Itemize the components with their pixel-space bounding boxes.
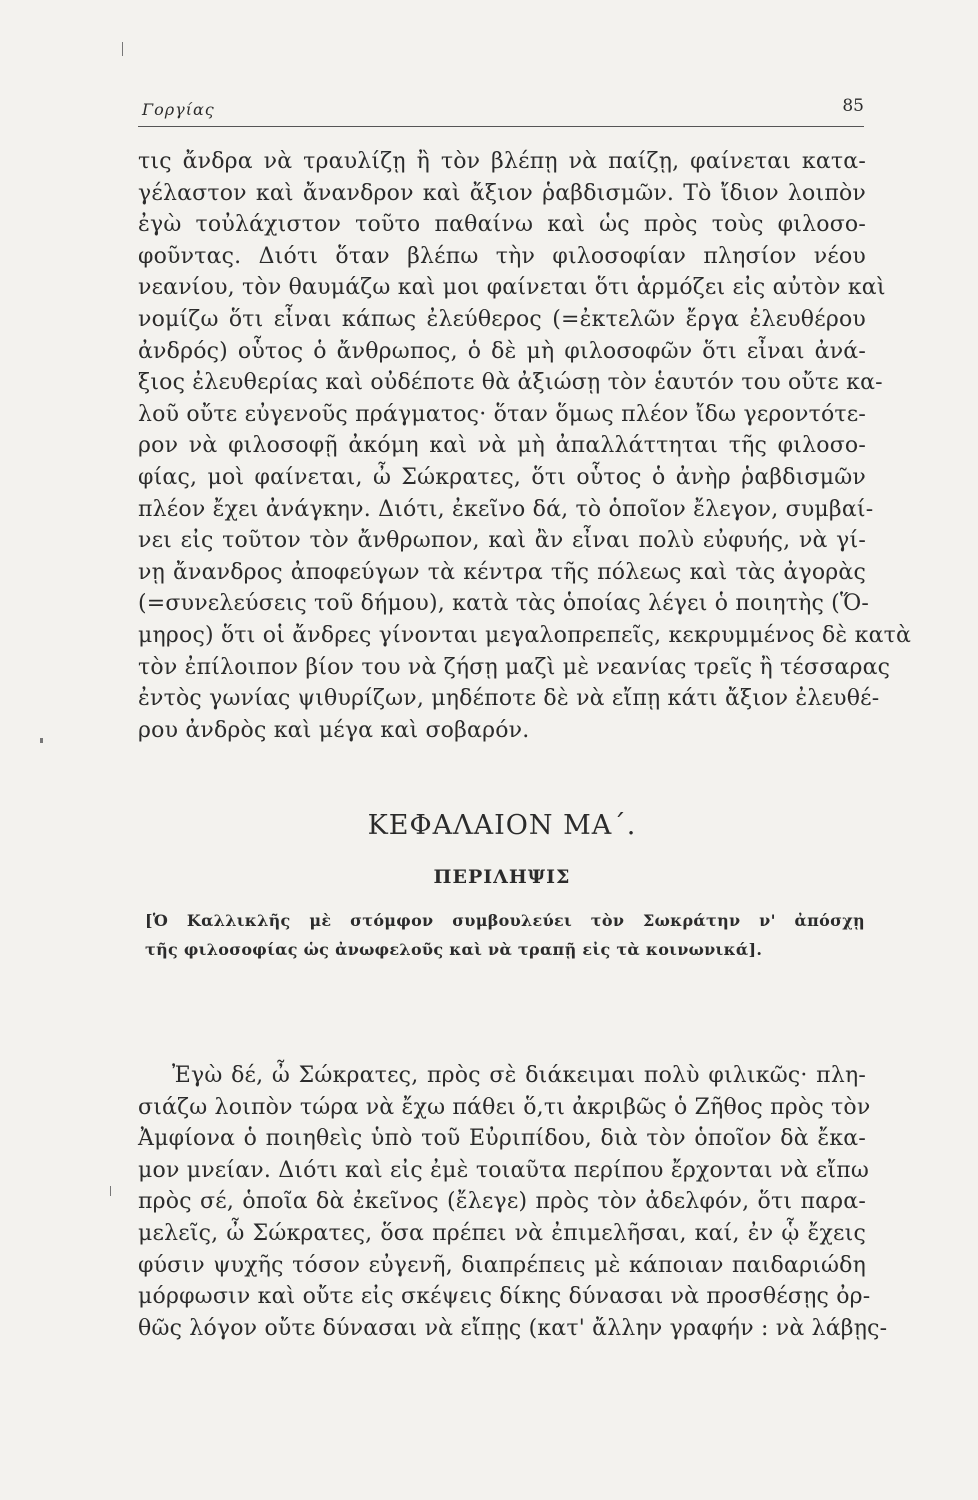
text-line: νεανίου, τὸν θαυμάζω καὶ μοι φαίνεται ὅτι ἁρμόζει εἰς αὐτὸν καὶ (138, 275, 886, 301)
text-line: πλέον ἔχει ἀνάγκην. Διότι, ἐκεῖνο δά, τὸ ὁποῖον ἔλεγον, συμβαί- (138, 496, 874, 522)
pencil-mark (110, 1186, 111, 1196)
page-number: 85 (842, 96, 864, 116)
text-line: μελεῖς, ὦ Σώκρατες, ὅσα πρέπει νὰ ἐπιμελῆσαι, καί, ἐν ᾧ ἔχεις (138, 1220, 866, 1246)
chapter-summary (145, 906, 865, 964)
text-line: τις ἄνδρα νὰ τραυλίζῃ ἢ τὸν βλέπῃ νὰ παίζῃ, φαίνεται κατα- (138, 149, 866, 174)
paragraph-1 (138, 146, 912, 746)
running-head: Γοργίας (142, 100, 215, 119)
text-line: Ἀμφίονα ὁ ποιηθεὶς ὑπὸ τοῦ Εὐριπίδου, διὰ τὸν ὁποῖον δὰ ἔκα- (138, 1126, 866, 1152)
paragraph-2 (138, 1060, 888, 1344)
text-line: Ἐγὼ δέ, ὦ Σώκρατες, πρὸς σὲ διάκειμαι πολὺ φιλικῶς· πλη- (172, 1063, 866, 1088)
text-line: ρου ἀνδρὸς καὶ μέγα καὶ σοβαρόν. (138, 717, 530, 743)
chapter-heading: ΚΕΦΑΛΑΙΟΝ ΜΑ΄. (367, 810, 637, 841)
text-line: πρὸς σέ, ὁποῖα δὰ ἐκεῖνος (ἔλεγε) πρὸς τὸν ἀδελφόν, ὅτι παρα- (138, 1189, 866, 1215)
text-line: φοῦντας. Διότι ὅταν βλέπω τὴν φιλοσοφίαν πλησίον νέου (138, 243, 866, 269)
text-line: νῃ ἄνανδρος ἀποφεύγων τὰ κέντρα τῆς πόλεως καὶ τὰς ἀγορὰς (138, 559, 866, 585)
page-header (138, 96, 864, 127)
text-line: ἐγὼ τοὐλάχιστον τοῦτο παθαίνω καὶ ὡς πρὸς τοὺς φιλοσο- (138, 212, 866, 238)
summary-line: τῆς φιλοσοφίας ὡς ἀνωφελοῦς καὶ νὰ τραπῇ εἰς τὰ κοινωνικά]. (145, 940, 763, 959)
pencil-mark (40, 738, 43, 743)
text-line: ἀνδρός) οὗτος ὁ ἄνθρωπος, ὁ δὲ μὴ φιλοσοφῶν ὅτι εἶναι ἀνά- (138, 338, 866, 364)
text-line: φύσιν ψυχῆς τόσον εὐγενῆ, διαπρέπεις μὲ κάποιαν παιδαριώδη (138, 1252, 866, 1278)
text-line: φίας, μοὶ φαίνεται, ὦ Σώκρατες, ὅτι οὗτος ὁ ἀνὴρ ῥαβδισμῶν (138, 464, 866, 490)
text-line: νει εἰς τοῦτον τὸν ἄνθρωπον, καὶ ἂν εἶναι πολὺ εὐφυής, νὰ γί- (138, 528, 866, 554)
text-line: (=συνελεύσεις τοῦ δήμου), κατὰ τὰς ὁποίας λέγει ὁ ποιητὴς (Ὅ- (138, 591, 870, 617)
text-line: μον μνείαν. Διότι καὶ εἰς ἐμὲ τοιαῦτα περίπου ἔρχονται νὰ εἴπω (138, 1157, 869, 1183)
summary-line: [Ὁ Καλλικλῆς μὲ στόμφον συμβουλεύει τὸν Σωκράτην ν' ἀπόσχῃ (145, 911, 865, 930)
text-line: ἐντὸς γωνίας ψιθυρίζων, μηδέποτε δὲ νὰ εἴπῃ κάτι ἄξιον ἐλευθέ- (138, 686, 880, 712)
text-line: σιάζω λοιπὸν τώρα νὰ ἔχω πάθει ὅ,τι ἀκριβῶς ὁ Ζῆθος πρὸς τὸν (138, 1094, 871, 1120)
text-line: θῶς λόγον οὔτε δύνασαι νὰ εἴπῃς (κατ' ἄλλην γραφήν : νὰ λάβῃς- (138, 1315, 888, 1341)
text-line: ρον νὰ φιλοσοφῇ ἀκόμη καὶ νὰ μὴ ἀπαλλάττηται τῆς φιλοσο- (138, 433, 866, 459)
text-line: λοῦ οὔτε εὐγενοῦς πράγματος· ὅταν ὅμως πλέον ἴδω γεροντότε- (138, 401, 866, 427)
text-line: μηρος) ὅτι οἱ ἄνδρες γίνονται μεγαλοπρεπεῖς, κεκρυμμένος δὲ κατὰ (138, 622, 912, 648)
text-line: τὸν ἐπίλοιπον βίον του νὰ ζήσῃ μαζὶ μὲ νεανίας τρεῖς ἢ τέσσαρας (138, 654, 891, 680)
text-line: ξιος ἐλευθερίας καὶ οὐδέποτε θὰ ἀξιώσῃ τὸν ἑαυτόν του οὔτε κα- (138, 370, 883, 396)
pencil-mark (122, 42, 123, 56)
text-line: μόρφωσιν καὶ οὔτε εἰς σκέψεις δίκης δύνασαι νὰ προσθέσῃς ὀρ- (138, 1284, 871, 1310)
text-line: γέλαστον καὶ ἄνανδρον καὶ ἄξιον ῥαβδισμῶν. Τὸ ἴδιον λοιπὸν (138, 180, 866, 206)
text-line: νομίζω ὅτι εἶναι κάπως ἐλεύθερος (=ἐκτελῶν ἔργα ἐλευθέρου (138, 306, 866, 332)
section-title: ΠΕΡΙΛΗΨΙΣ (433, 866, 571, 888)
